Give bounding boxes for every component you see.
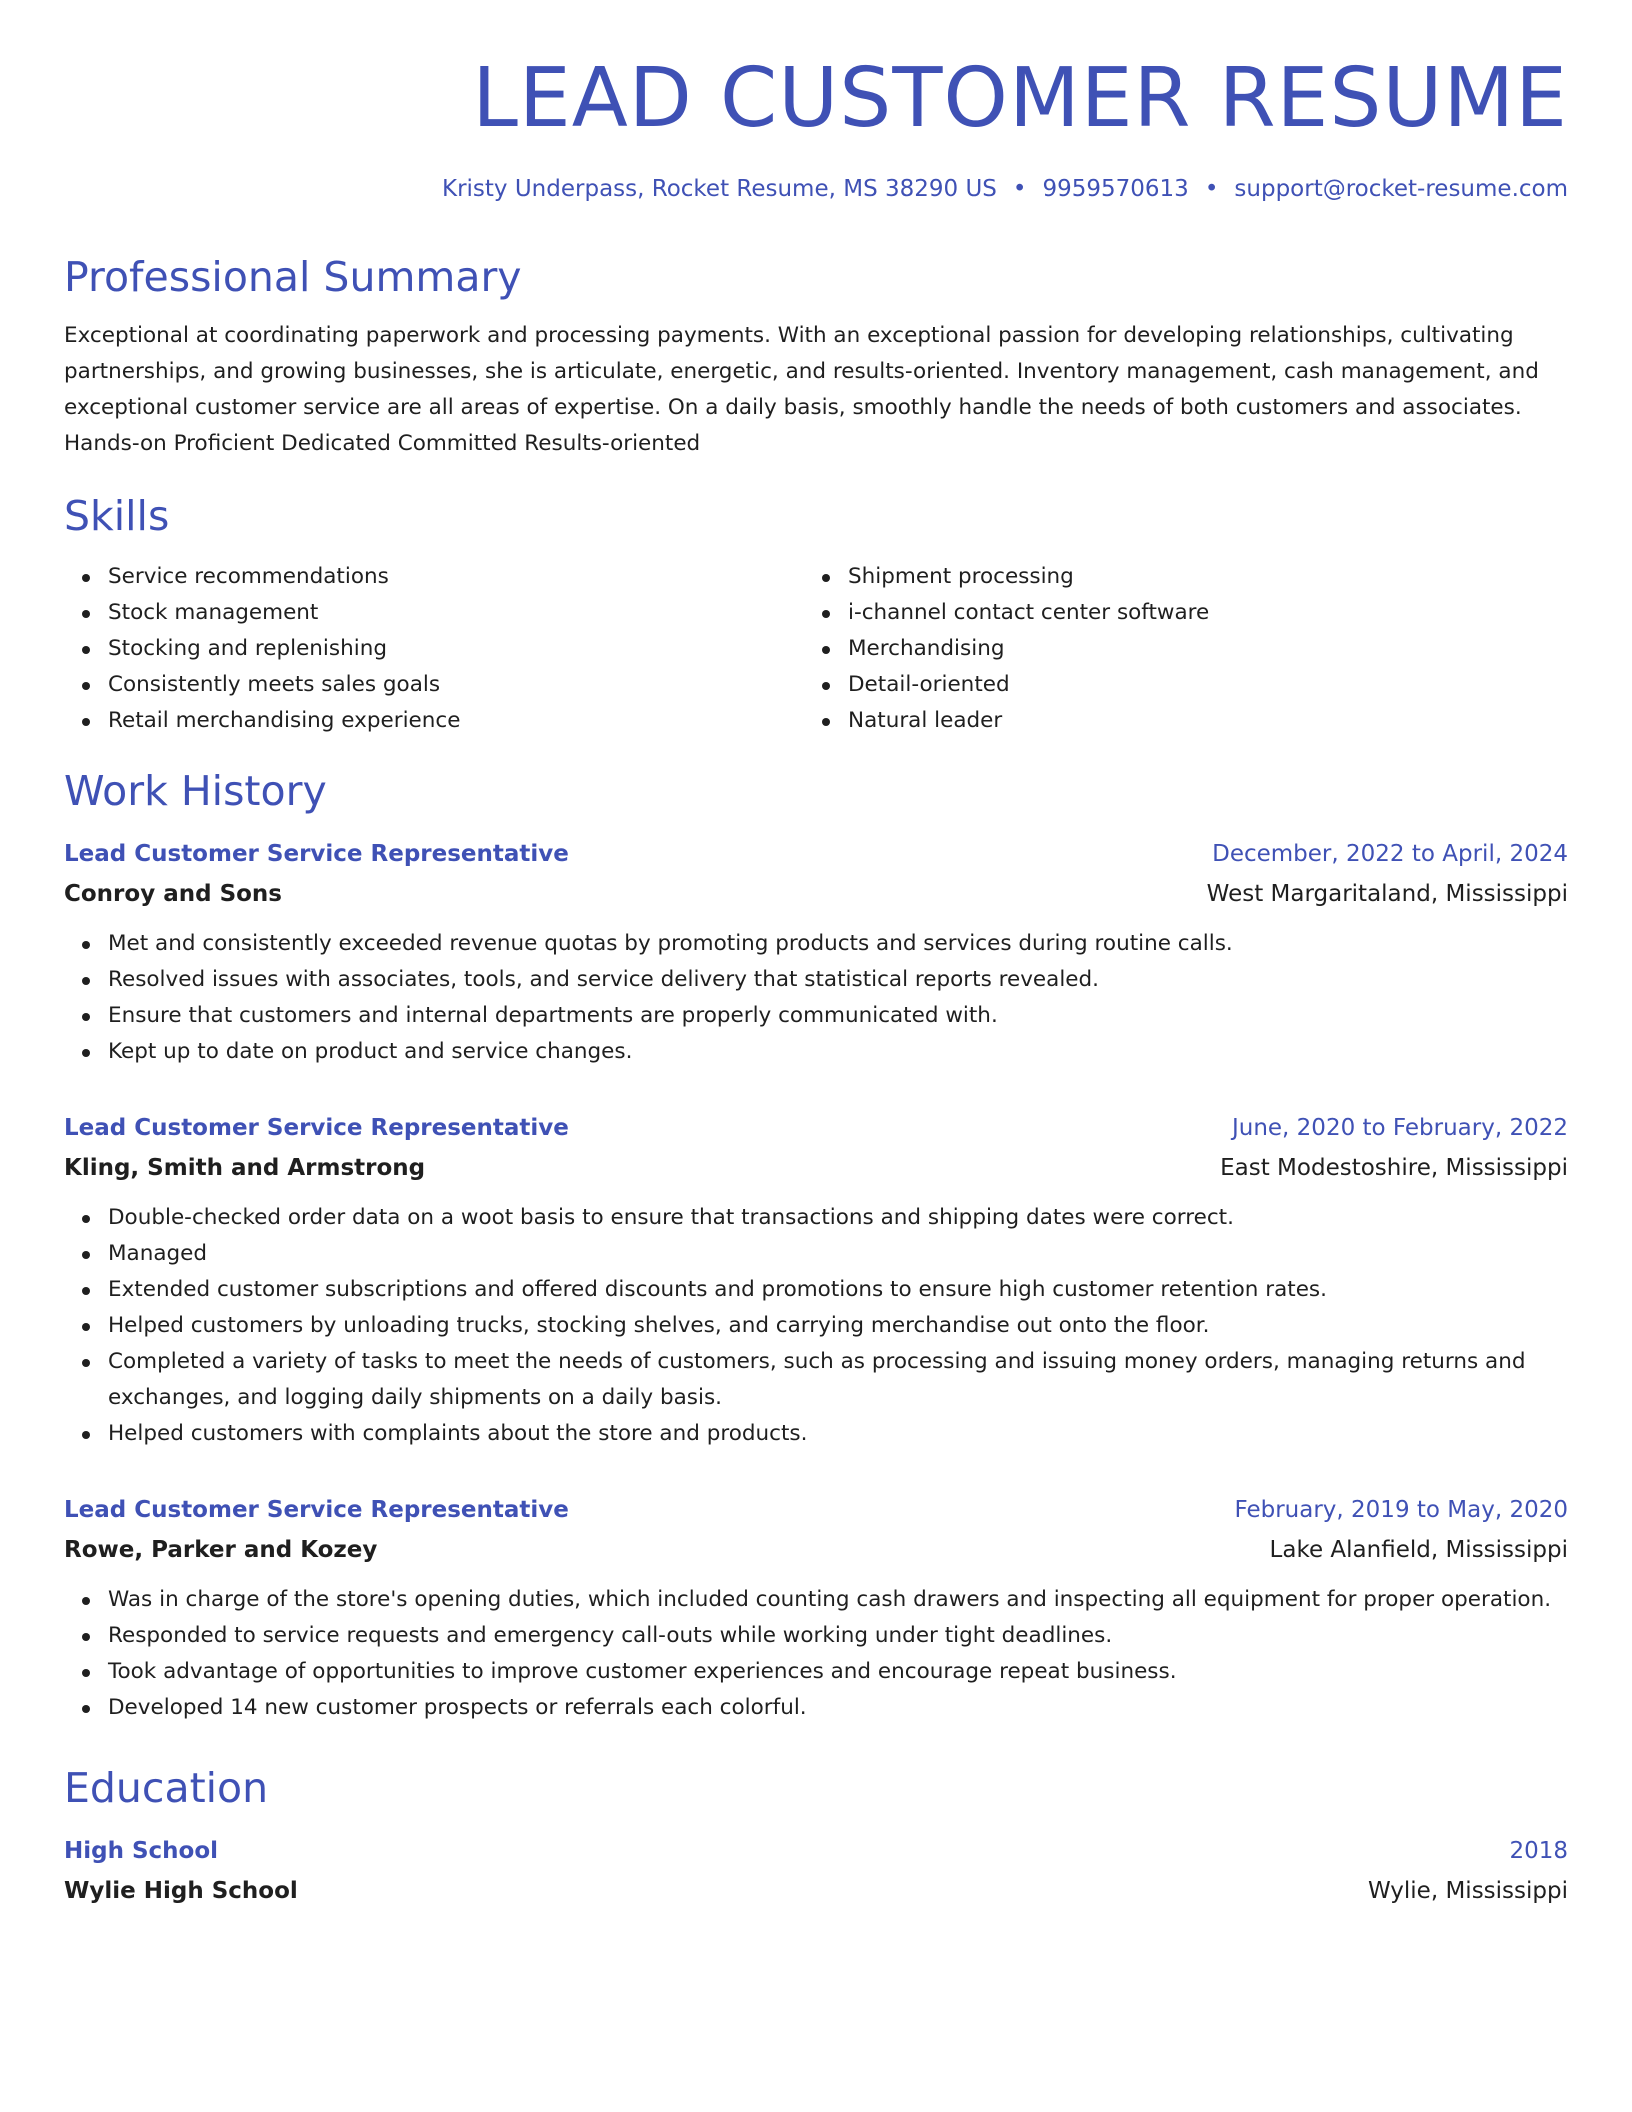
job-role: Lead Customer Service Representative (64, 1497, 569, 1524)
skill-item: Natural leader (848, 703, 1564, 739)
skill-item: Consistently meets sales goals (108, 667, 804, 703)
section-heading: Skills (64, 492, 170, 541)
skill-item: Stock management (108, 595, 804, 631)
job-duties (64, 1582, 1568, 1726)
education-year: 2018 (1509, 1838, 1568, 1865)
education-school: Wylie High School (64, 1878, 298, 1905)
skill-item: Shipment processing (848, 559, 1564, 595)
skill-item: Merchandising (848, 631, 1564, 667)
skills-grid (64, 559, 1568, 739)
job-company: Rowe, Parker and Kozey (64, 1537, 378, 1564)
skills-section (64, 494, 1568, 739)
job-duty-item: Helped customers by unloading trucks, stocking shelves, and carrying merchandise out onto the floor. (108, 1308, 1568, 1344)
skills-column-right (804, 559, 1564, 739)
contact-separator: • (1204, 176, 1219, 203)
job-duty-item: Managed (108, 1236, 1568, 1272)
skill-item: Service recommendations (108, 559, 804, 595)
section-heading: Professional Summary (64, 253, 522, 302)
job-duty-item: Resolved issues with associates, tools, and service delivery that statistical reports revealed. (108, 962, 1568, 998)
job-duty-item: Met and consistently exceeded revenue quotas by promoting products and services during routine calls. (108, 926, 1568, 962)
education-school-row (64, 1869, 1568, 1909)
skill-item: Retail merchandising experience (108, 703, 804, 739)
job-entry (64, 1492, 1568, 1726)
job-location: East Modestoshire, Mississippi (1220, 1155, 1568, 1182)
education-title-row (64, 1833, 1568, 1869)
job-duties (64, 926, 1568, 1070)
education-location: Wylie, Mississippi (1367, 1878, 1568, 1905)
job-entry (64, 1110, 1568, 1452)
job-company-row (64, 872, 1568, 912)
job-duty-item: Kept up to date on product and service changes. (108, 1034, 1568, 1070)
section-heading: Education (64, 1764, 269, 1813)
job-role: Lead Customer Service Representative (64, 1115, 569, 1142)
contact-separator: • (1012, 176, 1027, 203)
job-duty-item: Was in charge of the store's opening duties, which included counting cash drawers and inspecting all equipment for proper operation. (108, 1582, 1568, 1618)
resume-header (64, 51, 1568, 203)
job-duty-item: Developed 14 new customer prospects or referrals each colorful. (108, 1690, 1568, 1726)
contact-email: support@rocket-resume.com (1234, 176, 1568, 203)
job-company: Conroy and Sons (64, 881, 282, 908)
job-duty-item: Completed a variety of tasks to meet the needs of customers, such as processing and issuing money orders, managing returns and exchanges, and logging daily shipments on a daily basis. (108, 1344, 1568, 1416)
section-heading: Work History (64, 767, 327, 816)
job-dates: December, 2022 to April, 2024 (1212, 841, 1568, 868)
skill-item: Stocking and replenishing (108, 631, 804, 667)
education-degree: High School (64, 1838, 219, 1865)
professional-summary-section (64, 255, 1568, 462)
resume-title: LEAD CUSTOMER RESUME (472, 51, 1568, 146)
job-duty-item: Took advantage of opportunities to improve customer experiences and encourage repeat business. (108, 1654, 1568, 1690)
job-duty-item: Helped customers with complaints about the store and products. (108, 1416, 1568, 1452)
job-title-row (64, 1492, 1568, 1528)
job-role: Lead Customer Service Representative (64, 841, 569, 868)
job-title-row (64, 836, 1568, 872)
job-duty-item: Ensure that customers and internal departments are properly communicated with. (108, 998, 1568, 1034)
job-duty-item: Extended customer subscriptions and offered discounts and promotions to ensure high customer retention rates. (108, 1272, 1568, 1308)
job-duties (64, 1200, 1568, 1452)
job-dates: June, 2020 to February, 2022 (1231, 1115, 1568, 1142)
education-entry (64, 1833, 1568, 1909)
job-dates: February, 2019 to May, 2020 (1234, 1497, 1568, 1524)
skill-item: i-channel contact center software (848, 595, 1564, 631)
job-duty-item: Responded to service requests and emergency call-outs while working under tight deadlines. (108, 1618, 1568, 1654)
contact-line (64, 178, 1568, 201)
contact-address: Kristy Underpass, Rocket Resume, MS 38290 US (442, 176, 997, 203)
education-section (64, 1766, 1568, 1909)
summary-text: Exceptional at coordinating paperwork and processing payments. With an exceptional passion for developing relationships, cultivating partnerships, and growing businesses, she is articulate, energetic, and results-oriented. Inventory management, cash management, and exceptional customer service are all areas of expertise. On a daily basis, smoothly handle the needs of both customers and associates. Hands-on Proficient Dedicated Committed Results-oriented (64, 323, 1539, 457)
job-title-row (64, 1110, 1568, 1146)
skills-column-left (64, 559, 804, 739)
job-company: Kling, Smith and Armstrong (64, 1155, 426, 1182)
job-location: Lake Alanfield, Mississippi (1269, 1537, 1568, 1564)
skill-item: Detail-oriented (848, 667, 1564, 703)
contact-phone: 9959570613 (1042, 176, 1189, 203)
job-entry (64, 836, 1568, 1070)
work-history-section (64, 769, 1568, 1726)
job-company-row (64, 1528, 1568, 1568)
job-location: West Margaritaland, Mississippi (1206, 881, 1568, 908)
job-duty-item: Double-checked order data on a woot basis to ensure that transactions and shipping dates were correct. (108, 1200, 1568, 1236)
job-company-row (64, 1146, 1568, 1186)
